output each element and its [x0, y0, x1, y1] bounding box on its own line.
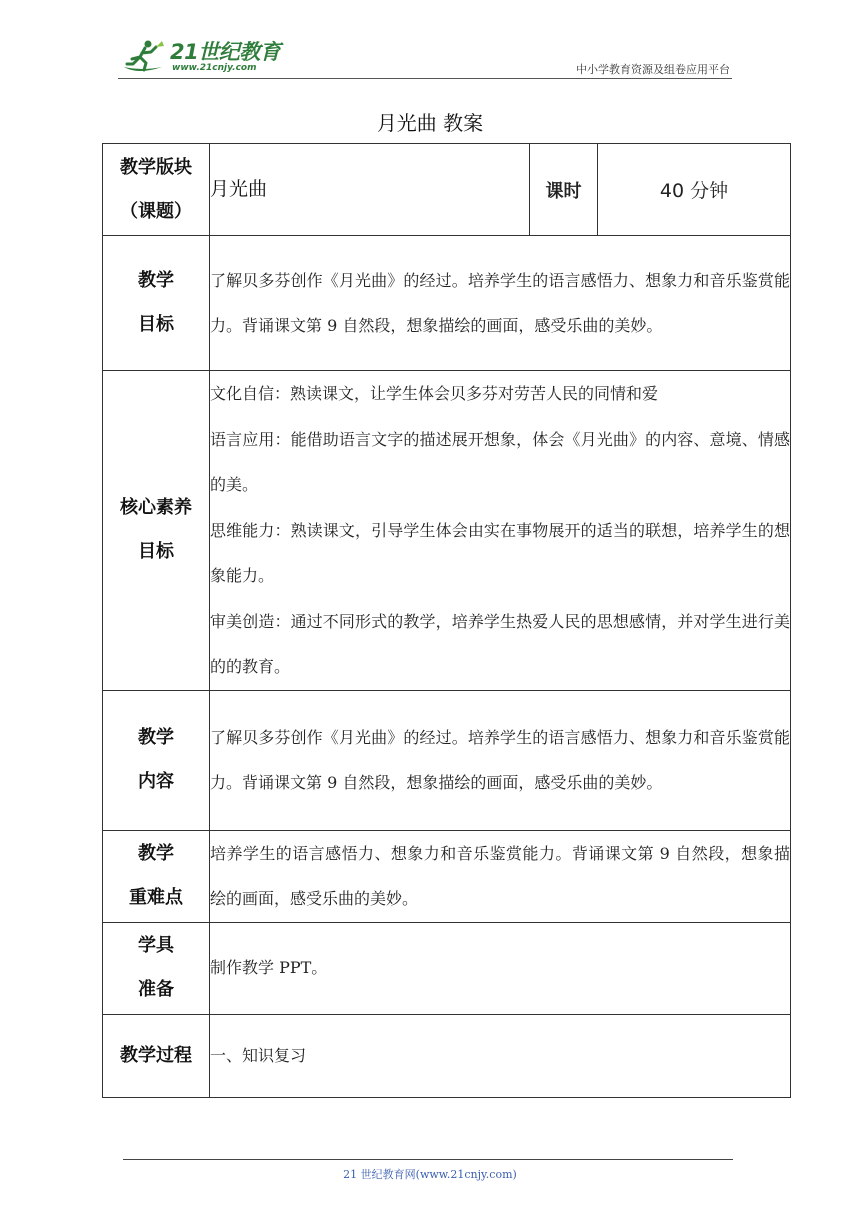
period-value: 40 分钟	[598, 144, 791, 236]
footer-link[interactable]: 21 世纪教育网(www.21cnjy.com)	[343, 1168, 517, 1181]
label-line: 教学	[138, 270, 174, 291]
core-text	[210, 371, 791, 691]
logo-url: www.21cnjy.com	[172, 62, 257, 73]
paragraph: 了解贝多芬创作《月光曲》的经过。培养学生的语言感悟力、想象力和音乐鉴赏能力。背诵课文第 9 自然段，想象描绘的画面，感受乐曲的美妙。	[210, 727, 790, 792]
label-tools	[103, 922, 210, 1014]
label-core	[103, 371, 210, 691]
label-line: 目标	[138, 314, 174, 335]
label-line: 学具	[138, 935, 174, 956]
table-row-goal	[103, 236, 791, 371]
table-row-tools	[103, 922, 791, 1014]
lesson-plan-table	[102, 143, 791, 1098]
page-header	[118, 34, 732, 80]
label-line: 教学	[138, 843, 174, 864]
table-row-content	[103, 690, 791, 830]
logo-wordmark: 21世纪教育	[170, 39, 281, 64]
core-item: 文化自信：熟读课文，让学生体会贝多芬对劳苦人民的同情和爱	[210, 384, 659, 403]
topic-value: 月光曲	[210, 144, 530, 236]
core-item: 审美创造：通过不同形式的教学，培养学生热爱人民的思想感情，并对学生进行美的的教育。	[210, 611, 790, 676]
label-content	[103, 690, 210, 830]
site-logo[interactable]	[118, 34, 280, 80]
goal-text	[210, 236, 791, 371]
label-line: 教学版块	[120, 156, 192, 178]
header-divider	[118, 78, 732, 79]
label-key	[103, 830, 210, 922]
core-item: 思维能力：熟读课文，引导学生体会由实在事物展开的适当的联想，培养学生的想象能力。	[210, 520, 790, 585]
paragraph: 培养学生的语言感悟力、想象力和音乐鉴赏能力。背诵课文第 9 自然段，想象描绘的画面，感受乐曲的美妙。	[210, 843, 790, 908]
label-line: 核心素养	[120, 497, 192, 519]
label-line: 准备	[138, 979, 174, 1000]
table-row-topic	[103, 144, 791, 236]
label-line: 内容	[138, 771, 174, 792]
table-row-core-literacy	[103, 371, 791, 691]
table-row-key-points	[103, 830, 791, 922]
platform-tagline: 中小学教育资源及组卷应用平台	[576, 63, 730, 76]
process-text	[210, 1014, 791, 1097]
key-text	[210, 830, 791, 922]
running-figure-icon	[118, 37, 168, 77]
footer-divider	[123, 1159, 733, 1160]
period-label: 课时	[530, 144, 598, 236]
paragraph: 了解贝多芬创作《月光曲》的经过。培养学生的语言感悟力、想象力和音乐鉴赏能力。背诵课文第 9 自然段，想象描绘的画面，感受乐曲的美妙。	[210, 270, 790, 335]
label-topic	[103, 144, 210, 236]
document-title: 月光曲 教案	[376, 111, 484, 135]
label-goal	[103, 236, 210, 371]
label-line: （课题）	[120, 200, 192, 222]
paragraph: 一、知识复习	[210, 1045, 307, 1065]
tools-text	[210, 922, 791, 1014]
label-process: 教学过程	[103, 1014, 210, 1097]
paragraph: 制作教学 PPT。	[210, 958, 328, 978]
label-line: 重难点	[129, 887, 183, 908]
label-line: 目标	[138, 541, 174, 563]
table-row-process	[103, 1014, 791, 1097]
content-text	[210, 690, 791, 830]
core-item: 语言应用：能借助语言文字的描述展开想象，体会《月光曲》的内容、意境、情感的美。	[210, 429, 790, 494]
label-line: 教学	[138, 727, 174, 748]
